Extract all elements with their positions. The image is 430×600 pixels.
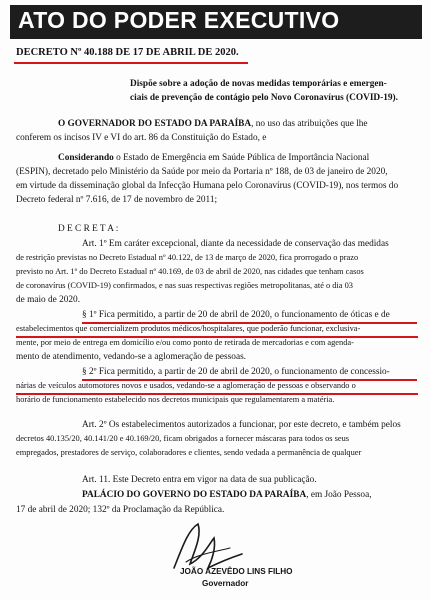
art1-line: previsto no Art. 1º do Decreto Estadual nº 40.169, de 03 de abril de 2020, nas cidades que tenham casos	[16, 267, 364, 276]
closing-date-line: 17 de abril de 2020; 132º da Proclamação da República.	[16, 505, 225, 515]
considerando-line-3: em virtude da disseminação global da Infecção Humana pelo Coronavírus (COVID-19), nos termos do	[16, 181, 399, 191]
art2-line: empregados, prestadores de serviço, colaboradores e clientes, sendo vedada a permanência de qualquer	[16, 448, 362, 457]
art1-line: de restrição previstas no Decreto Estadual nº 40.122, de 13 de março de 2020, fica prorrogado o prazo	[16, 253, 359, 262]
par1-line: § 1º Fica permitido, a partir de 20 de abril de 2020, o funcionamento de óticas e de	[82, 310, 390, 320]
signatory-role: Governador	[202, 579, 249, 588]
par1-line: estabelecimentos que comercializem produtos médicos/hospitalares, que poderão funcionar, exclusiva-	[16, 324, 361, 333]
par2-line: § 2º Fica permitido, a partir de 20 de abril de 2020, o funcionamento de concessio-	[82, 367, 390, 377]
art1-line: de coronavírus (COVID-19) confirmados, e nas suas respectivas regiões metropolitanas, até o dia 03	[16, 281, 353, 290]
header-title: ATO DO PODER EXECUTIVO	[18, 7, 340, 33]
considerando-line-2: (ESPIN), decretado pelo Ministério da Saúde por meio da Portaria nº 188, de 03 de janeiro de 2020,	[16, 167, 388, 177]
art1-line: Art. 1º Em caráter excepcional, diante da necessidade de conservação das medidas	[82, 239, 389, 249]
decree-number: DECRETO Nº 40.188 DE 17 DE ABRIL DE 2020.	[16, 47, 239, 58]
decreta-heading: D E C R E T A :	[58, 224, 119, 234]
considerando-label: Considerando	[58, 153, 114, 163]
decree-underline	[14, 62, 248, 64]
governor-title: O GOVERNADOR DO ESTADO DA PARAÍBA	[58, 119, 252, 129]
preamble-line-2: conferem os incisos IV e VI do art. 86 da Constituição do Estado, e	[16, 133, 267, 143]
par1-line: mento de atendimento, vedando-se a aglomeração de pessoas.	[16, 352, 247, 362]
closing-line-1: PALÁCIO DO GOVERNO DO ESTADO DA PARAÍBA, em João Pessoa,	[82, 490, 372, 500]
summary-line-2: ciais de prevenção de contágio pelo Novo Coronavírus (COVID-19).	[130, 93, 398, 103]
art11-line: Art. 11. Este Decreto entra em vigor na data de sua publicação.	[82, 475, 317, 485]
considerando-line-4: Decreto federal nº 7.616, de 17 de novembro de 2011;	[16, 195, 218, 205]
art2-line: decretos 40.135/20, 40.141/20 e 40.169/20, ficam obrigados a fornecer máscaras para todos os seus	[16, 434, 350, 443]
par2-line: nárias de veículos automotores novos e usados, vedando-se a aglomeração de pessoas e observando o	[16, 381, 356, 390]
signatory-name: JOÃO AZEVÊDO LINS FILHO	[180, 567, 293, 576]
par2-line: horário de funcionamento estabelecido nos decretos municipais que regulamentarem a matéria.	[16, 395, 335, 404]
par1-line: mente, por meio de entrega em domicílio e/ou como ponto de retirada de mercadorias e com agenda-	[16, 338, 354, 347]
preamble-line-1: O GOVERNADOR DO ESTADO DA PARAÍBA, no uso das atribuições que lhe	[58, 119, 368, 129]
art2-line: Art. 2º Os estabelecimentos autorizados a funcionar, por este decreto, e também pelos	[82, 420, 401, 430]
considerando-line-1: Considerando o Estado de Emergência em Saúde Pública de Importância Nacional	[58, 153, 370, 163]
palace-name: PALÁCIO DO GOVERNO DO ESTADO DA PARAÍBA	[82, 490, 307, 500]
summary-line-1: Dispõe sobre a adoção de novas medidas temporárias e emergen-	[130, 79, 387, 89]
art1-line: de maio de 2020.	[16, 295, 81, 305]
